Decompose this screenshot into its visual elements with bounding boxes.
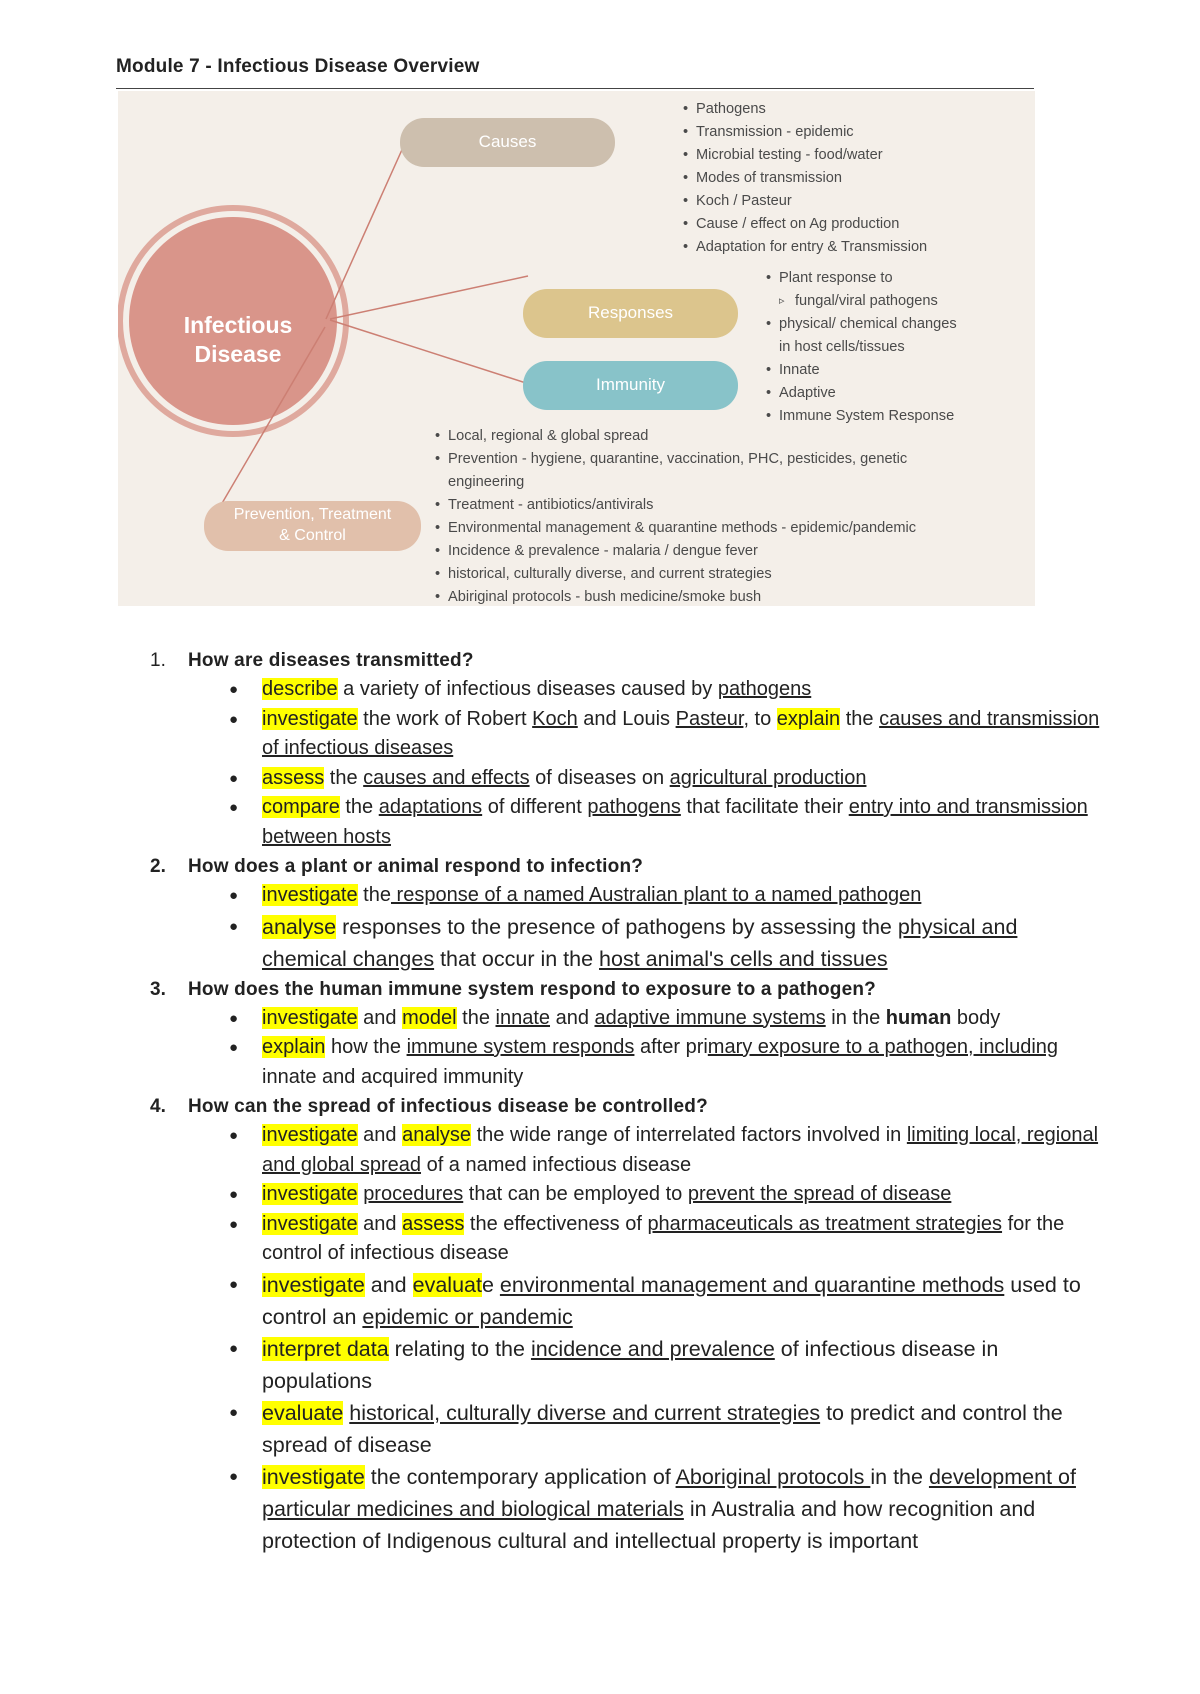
underlined-phrase: development of particular medicines and biological materials (262, 1464, 1076, 1521)
bullet-dot-icon: ● (229, 681, 239, 698)
bullet-dot-icon: ● (229, 1127, 239, 1144)
underlined-phrase: prevent the spread of disease (687, 1183, 952, 1205)
overview-diagram (118, 91, 1035, 606)
responses-bullet: • physical/ chemical changes (765, 313, 957, 336)
question-heading: How does a plant or animal respond to infection? (188, 856, 644, 877)
causes-bullet: • Transmission - epidemic (682, 121, 927, 144)
underlined-phrase: epidemic or pandemic (362, 1304, 573, 1329)
question-section (150, 1092, 1100, 1557)
outcome-text: and (364, 1272, 413, 1297)
highlighted-verb: explain (262, 1036, 326, 1058)
bullet-dot-icon: ● (229, 917, 239, 935)
bullet-dot-icon: ● (229, 1403, 239, 1421)
bullet-dot-icon: ● (229, 1467, 239, 1485)
question-heading: How can the spread of infectious disease be controlled? (188, 1096, 708, 1117)
outcome-text: body (951, 1006, 1001, 1029)
prevention-bullet: • Prevention - hygiene, quarantine, vaccination, PHC, pesticides, genetic (434, 448, 916, 471)
outcome-text: in the (870, 1464, 929, 1489)
highlighted-verb: analyse (402, 1124, 472, 1146)
bullet-dot-icon: ● (229, 1215, 239, 1233)
outcome-item (229, 764, 1100, 794)
highlighted-verb: investigate (262, 1212, 358, 1235)
underlined-phrase: adaptations (378, 796, 483, 818)
outcome-text: that can be employed to (463, 1183, 688, 1205)
outcome-text: of diseases on (529, 766, 670, 789)
question-heading: How are diseases transmitted? (188, 650, 474, 671)
prevention-bullet: • historical, culturally diverse, and current strategies (434, 563, 916, 586)
question-outcomes (150, 675, 1100, 852)
underlined-phrase: Pasteur (675, 707, 744, 730)
prevention-bullet: • Abiriginal protocols - bush medicine/smoke bush (434, 586, 916, 606)
highlighted-verb: assess (402, 1212, 465, 1235)
bullet-dot-icon: ● (229, 1275, 239, 1293)
outcome-text: and Louis (577, 707, 676, 730)
outcome-item (229, 1180, 1100, 1210)
highlighted-verb: interpret data (262, 1336, 389, 1361)
underlined-phrase: mary exposure to a pathogen, including (707, 1036, 1059, 1058)
underlined-phrase: environmental management and quarantine methods (499, 1272, 1005, 1297)
bullet-dot-icon: ● (229, 1186, 239, 1203)
underlined-phrase: pathogens (587, 796, 681, 818)
underlined-phrase: procedures (363, 1183, 464, 1205)
underlined-phrase: agricultural production (669, 766, 867, 789)
responses-bullet-list (765, 267, 957, 359)
underlined-phrase: physical and chemical changes (262, 914, 1018, 971)
outcome-text: e (481, 1272, 500, 1297)
outcome-text: and (357, 1006, 403, 1029)
underlined-phrase: pharmaceuticals as treatment strategies (647, 1212, 1003, 1235)
question-number: 1. (150, 650, 166, 671)
outcome-text: that occur in the (434, 946, 600, 971)
outcome-text: of different (482, 796, 588, 818)
node-immunity: Immunity (523, 361, 738, 410)
immunity-bullet: • Immune System Response (765, 405, 954, 428)
question-section (150, 852, 1100, 975)
outcome-text: relating to the (388, 1336, 531, 1361)
question-outcomes (150, 1121, 1100, 1557)
outcome-item (229, 911, 1100, 975)
outcome-text: the (456, 1006, 496, 1029)
node-prevention (204, 501, 421, 551)
prevention-bullet: • Treatment - antibiotics/antivirals (434, 494, 916, 517)
bullet-dot-icon: ● (229, 799, 239, 816)
outcome-text: used to control an (262, 1272, 1081, 1329)
immunity-bullet: • Adaptive (765, 382, 954, 405)
highlighted-verb: compare (262, 796, 340, 818)
underlined-phrase: innate (495, 1006, 551, 1029)
outcome-item (229, 1333, 1100, 1397)
outcome-text: in the (825, 1006, 886, 1029)
outcome-text: responses to the presence of pathogens by assessing the (336, 914, 898, 939)
outcome-text: and (550, 1006, 595, 1029)
outcome-text: the wide range of interrelated factors involved in (471, 1124, 907, 1146)
title-divider (116, 88, 1034, 89)
outcome-text: , to (743, 707, 777, 730)
question-outcomes (150, 1004, 1100, 1093)
underlined-phrase: historical, culturally diverse and current strategies (349, 1400, 821, 1425)
outcome-text: of infectious disease in populations (262, 1336, 999, 1393)
highlighted-verb: investigate (262, 707, 358, 730)
causes-bullet: • Modes of transmission (682, 167, 927, 190)
immunity-bullet-list (765, 359, 954, 428)
causes-bullet: • Cause / effect on Ag production (682, 213, 927, 236)
question-section (150, 646, 1100, 852)
outcome-item (229, 705, 1100, 764)
immunity-bullet: • Innate (765, 359, 954, 382)
responses-sub-bullet: ▹ fungal/viral pathogens (765, 290, 957, 313)
highlighted-verb: investigate (262, 1124, 358, 1146)
outcome-text: and (357, 1124, 403, 1146)
outcome-text: innate and acquired immunity (262, 1065, 524, 1088)
outcome-text: for the control of infectious disease (262, 1212, 1065, 1264)
outcome-text: the contemporary application of (364, 1464, 676, 1489)
page-title: Module 7 - Infectious Disease Overview (116, 56, 480, 77)
outcome-item (229, 1210, 1100, 1269)
underlined-phrase: limiting local, regional and global spread (262, 1124, 1099, 1176)
outcome-item (229, 1397, 1100, 1461)
outcome-text: in Australia and how recognition and protection of Indigenous cultural and intellectual property is important (262, 1496, 1036, 1553)
center-label (158, 311, 318, 369)
outcome-item (229, 881, 1100, 911)
node-prevention-line: Prevention, Treatment (233, 506, 392, 524)
bullet-dot-icon: ● (229, 769, 239, 787)
underlined-phrase: Koch (532, 707, 578, 730)
highlighted-verb: investigate (262, 1272, 365, 1297)
underlined-phrase: response of a named Australian plant to a named pathogen (390, 884, 922, 906)
outcome-text: and (357, 1212, 403, 1235)
underlined-phrase: immune system responds (406, 1036, 635, 1058)
highlighted-verb: evaluate (262, 1400, 344, 1425)
bullet-dot-icon: ● (229, 1039, 239, 1056)
outcome-item (229, 1269, 1100, 1333)
question-number: 3. (150, 978, 166, 1000)
outcome-text: after pri (634, 1036, 708, 1058)
prevention-bullet: • Environmental management & quarantine methods - epidemic/pandemic (434, 517, 916, 540)
outcome-item (229, 793, 1100, 852)
outcome-text: the work of Robert (357, 707, 533, 730)
highlighted-verb: investigate (262, 1183, 358, 1205)
causes-bullet: • Koch / Pasteur (682, 190, 927, 213)
connector-immunity (330, 320, 526, 383)
highlighted-verb: describe (262, 678, 338, 700)
question-number: 2. (150, 856, 166, 877)
underlined-phrase: Aboriginal protocols (675, 1464, 871, 1489)
causes-bullet: • Adaptation for entry & Transmission (682, 236, 927, 259)
causes-bullet: • Microbial testing - food/water (682, 144, 927, 167)
prevention-bullet: • Local, regional & global spread (434, 425, 916, 448)
highlighted-verb: evaluat (412, 1272, 482, 1297)
question-heading: How does the human immune system respond to exposure to a pathogen? (188, 978, 876, 1000)
center-label-line: Disease (194, 340, 282, 367)
outcome-text: to predict and control the spread of disease (262, 1400, 1063, 1457)
causes-bullet: • Pathogens (682, 98, 927, 121)
responses-bullet: • Plant response to (765, 267, 957, 290)
causes-bullet-list (682, 98, 927, 259)
outcome-text: the (357, 884, 391, 906)
underlined-phrase: causes and transmission of infectious diseases (262, 707, 1100, 759)
outcome-text: how the (325, 1036, 407, 1058)
outcome-text: a variety of infectious diseases caused by (337, 678, 718, 700)
outcome-text: of a named infectious disease (421, 1153, 692, 1176)
outcome-text: the (840, 707, 880, 730)
underlined-phrase: pathogens (717, 678, 812, 700)
bullet-dot-icon: ● (229, 1339, 239, 1357)
outcome-text: the (339, 796, 379, 818)
highlighted-verb: investigate (262, 1464, 365, 1489)
syllabus-outline (150, 646, 1100, 1557)
question-section (150, 975, 1100, 1093)
connector-responses (330, 276, 528, 319)
highlighted-verb: explain (776, 707, 841, 730)
center-label-line: Infectious (183, 312, 293, 338)
underlined-phrase: adaptive immune systems (594, 1006, 826, 1029)
question-outcomes (150, 881, 1100, 975)
highlighted-verb: investigate (262, 884, 358, 906)
node-causes: Causes (400, 118, 615, 167)
outcome-item (229, 675, 1100, 705)
highlighted-verb: investigate (262, 1006, 358, 1029)
outcome-item (229, 1004, 1100, 1034)
responses-bullet-continued: in host cells/tissues (779, 339, 905, 355)
question-number: 4. (150, 1096, 166, 1117)
bullet-dot-icon: ● (229, 887, 239, 904)
underlined-phrase: host animal's cells and tissues (599, 946, 888, 971)
outcome-text: the effectiveness of (464, 1212, 648, 1235)
node-responses: Responses (523, 289, 738, 338)
highlighted-verb: analyse (262, 914, 337, 939)
bullet-dot-icon: ● (229, 710, 239, 728)
underlined-phrase: causes and effects (363, 766, 530, 789)
outcome-text: the (324, 766, 364, 789)
prevention-bullet: • Incidence & prevalence - malaria / dengue fever (434, 540, 916, 563)
underlined-phrase: entry into and transmission between hosts (262, 796, 1088, 848)
prevention-bullet-list (434, 425, 916, 606)
outcome-item (229, 1033, 1100, 1092)
underlined-phrase: incidence and prevalence (530, 1336, 775, 1361)
prevention-bullet-continued: engineering (448, 474, 525, 490)
outcome-item (229, 1121, 1100, 1180)
highlighted-verb: assess (262, 766, 325, 789)
connector-causes (326, 143, 405, 319)
bullet-dot-icon: ● (229, 1009, 239, 1027)
highlighted-verb: model (402, 1006, 457, 1029)
node-prevention-line: & Control (279, 527, 346, 544)
outcome-text: that facilitate their (680, 796, 849, 818)
bold-word: human (885, 1006, 952, 1029)
outcome-item (229, 1461, 1100, 1557)
